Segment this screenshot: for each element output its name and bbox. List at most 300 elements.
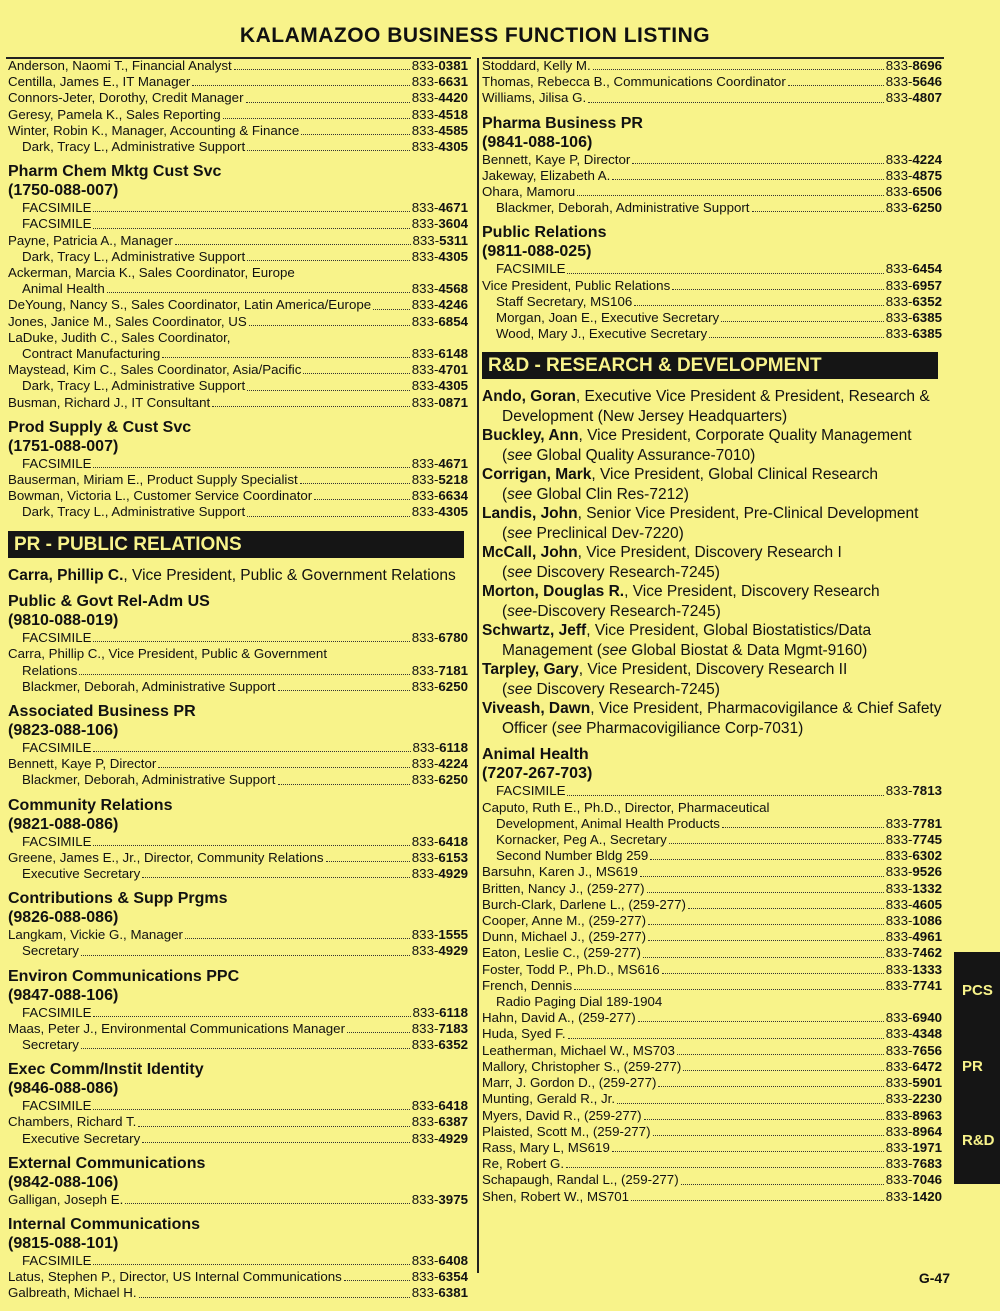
- phone-extension: 4568: [438, 281, 468, 297]
- section-heading: Public Relations: [482, 224, 607, 242]
- phone-extension: 4420: [438, 90, 468, 106]
- phone-prefix: 833-: [411, 504, 439, 520]
- directory-entry: [482, 816, 942, 832]
- directory-entry: [482, 1189, 942, 1205]
- phone-number: [886, 1172, 942, 1188]
- dot-leader: [612, 1151, 884, 1152]
- dot-leader: [672, 289, 884, 290]
- executive-entry: [8, 566, 468, 586]
- phone-extension: 0381: [438, 58, 468, 73]
- directory-entry: [482, 200, 942, 216]
- dot-leader: [344, 1280, 410, 1281]
- phone-prefix: 833-: [885, 848, 913, 864]
- phone-prefix: 833-: [885, 961, 913, 977]
- dot-leader: [138, 1126, 409, 1127]
- dot-leader: [721, 321, 884, 322]
- dot-leader: [158, 767, 409, 768]
- dot-leader: [567, 795, 883, 796]
- executive-entry: [482, 621, 942, 641]
- directory-entry: [482, 310, 942, 326]
- dot-leader: [278, 690, 410, 691]
- phone-extension: 6250: [912, 200, 942, 216]
- phone-prefix: 833-: [885, 277, 913, 293]
- dot-leader: [79, 674, 409, 675]
- dot-leader: [247, 390, 410, 391]
- entry-name: FACSIMILE: [22, 216, 92, 232]
- dot-leader: [142, 877, 410, 878]
- directory-entry: [482, 278, 942, 294]
- phone-prefix: 833-: [885, 74, 913, 90]
- phone-extension: 1333: [912, 961, 942, 977]
- phone-number: [886, 1010, 942, 1026]
- phone-prefix: 833-: [885, 1091, 913, 1107]
- executive-name: Corrigan, Mark: [482, 466, 592, 484]
- phone-extension: 6250: [438, 678, 468, 694]
- dot-leader: [752, 211, 884, 212]
- entry-name: Marr, J. Gordon D., (259-277): [482, 1075, 657, 1091]
- phone-prefix: 833-: [885, 293, 913, 309]
- phone-number: [886, 58, 942, 74]
- phone-number: [886, 261, 942, 277]
- entry-name: Second Number Bldg 259: [496, 848, 649, 864]
- executive-entry: [482, 465, 942, 485]
- phone-extension: 6352: [912, 293, 942, 309]
- dot-leader: [788, 85, 884, 86]
- phone-extension: 6385: [912, 310, 942, 326]
- section-heading: Prod Supply & Cust Svc: [8, 418, 192, 436]
- entry-name: Development, Animal Health Products: [496, 815, 720, 831]
- dot-leader: [709, 337, 884, 338]
- phone-number: [412, 281, 468, 297]
- phone-extension: 7813: [912, 783, 942, 799]
- phone-number: [412, 74, 468, 90]
- phone-prefix: 833-: [885, 1123, 913, 1139]
- phone-prefix: 833-: [885, 1172, 913, 1188]
- entry-name: Anderson, Naomi T., Financial Analyst: [8, 58, 232, 73]
- phone-number: [412, 472, 468, 488]
- entry-name: FACSIMILE: [22, 1004, 92, 1020]
- dot-leader: [246, 102, 410, 103]
- executive-note: (see-Discovery Research-7245): [502, 602, 721, 620]
- entry-name: Huda, Syed F.: [482, 1026, 566, 1042]
- page-title: KALAMAZOO BUSINESS FUNCTION LISTING: [239, 24, 711, 47]
- phone-extension: 9526: [912, 864, 942, 880]
- dot-leader: [648, 924, 884, 925]
- directory-entry: [482, 1091, 942, 1107]
- phone-prefix: 833-: [885, 1188, 913, 1204]
- executive-title: , Vice President, Discovery Research II: [578, 661, 848, 679]
- phone-prefix: 833-: [885, 184, 913, 200]
- phone-prefix: 833-: [411, 849, 439, 865]
- phone-extension: 5218: [438, 472, 468, 488]
- phone-prefix: 833-: [885, 929, 913, 945]
- entry-name: Cooper, Anne M., (259-277): [482, 913, 647, 929]
- dot-leader: [574, 989, 884, 990]
- phone-number: [412, 314, 468, 330]
- phone-extension: 4585: [438, 122, 468, 138]
- phone-extension: 6118: [439, 739, 468, 755]
- phone-extension: 7181: [438, 662, 468, 678]
- dot-leader: [249, 325, 410, 326]
- entry-name: Foster, Todd P., Ph.D., MS616: [482, 961, 660, 977]
- directory-entry: [8, 74, 468, 90]
- left-column: [8, 58, 468, 1302]
- dot-leader: [303, 373, 409, 374]
- phone-prefix: 833-: [411, 1098, 439, 1114]
- directory-entry: [482, 978, 942, 994]
- entry-name: Blackmer, Deborah, Administrative Support: [22, 772, 276, 788]
- directory-entry: [482, 1124, 942, 1140]
- executive-note: (see Discovery Research-7245): [502, 563, 720, 581]
- entry-name: Munting, Gerald R., Jr.: [482, 1091, 616, 1107]
- dot-leader: [162, 357, 410, 358]
- phone-extension: 5901: [912, 1075, 942, 1091]
- phone-number: [886, 816, 942, 832]
- directory-entry: [8, 346, 468, 362]
- entry-name: Bennett, Kaye P, Director: [482, 151, 631, 167]
- phone-prefix: 833-: [411, 943, 439, 959]
- entry-name: Schapaugh, Randal L., (259-277): [482, 1172, 679, 1188]
- executive-entry: [482, 699, 942, 719]
- dot-leader: [212, 406, 410, 407]
- phone-extension: 6940: [912, 1010, 942, 1026]
- phone-extension: 4929: [438, 943, 468, 959]
- phone-prefix: 833-: [411, 455, 439, 471]
- dot-leader: [192, 85, 409, 86]
- dot-leader: [634, 305, 884, 306]
- phone-extension: 6472: [912, 1058, 942, 1074]
- phone-extension: 6454: [912, 261, 942, 277]
- directory-entry: [8, 362, 468, 378]
- phone-prefix: 833-: [885, 1139, 913, 1155]
- dot-leader: [588, 102, 884, 103]
- phone-number: [412, 456, 468, 472]
- directory-entry: [8, 1037, 468, 1053]
- directory-entry: [482, 1172, 942, 1188]
- phone-prefix: 833-: [885, 1107, 913, 1123]
- phone-prefix: 833-: [411, 394, 439, 410]
- dot-leader: [93, 1016, 410, 1017]
- dot-leader: [643, 957, 884, 958]
- directory-entry: [8, 472, 468, 488]
- phone-number: [886, 90, 942, 106]
- phone-number: [412, 346, 468, 362]
- directory-entry: [8, 1253, 468, 1269]
- directory-entry: [8, 1192, 468, 1208]
- entry-name: Bennett, Kaye P, Director: [8, 756, 157, 772]
- directory-entry: [8, 1021, 468, 1037]
- directory-entry: [482, 184, 942, 200]
- executive-note: Development (New Jersey Headquarters): [502, 407, 788, 425]
- phone-extension: 6957: [912, 277, 942, 293]
- phone-extension: 7046: [912, 1172, 942, 1188]
- phone-number: [412, 927, 468, 943]
- tab-pr[interactable]: PR: [962, 1058, 983, 1075]
- directory-entry: [8, 297, 468, 313]
- phone-prefix: 833-: [411, 106, 439, 122]
- directory-entry: [8, 249, 468, 265]
- phone-number: [886, 200, 942, 216]
- phone-number: [886, 913, 942, 929]
- phone-number: [886, 881, 942, 897]
- division-banner: PR - PUBLIC RELATIONS: [8, 531, 464, 558]
- dot-leader: [301, 134, 410, 135]
- directory-entry: [482, 90, 942, 106]
- phone-prefix: 833-: [885, 913, 913, 929]
- phone-number: [412, 866, 468, 882]
- phone-extension: 4671: [438, 455, 468, 471]
- dot-leader: [139, 1297, 410, 1298]
- directory-entry: [482, 945, 942, 961]
- phone-number: [412, 1021, 468, 1037]
- executive-name: Ando, Goran: [482, 388, 576, 406]
- entry-name: FACSIMILE: [22, 200, 92, 216]
- dot-leader: [81, 1048, 410, 1049]
- phone-prefix: 833-: [885, 1058, 913, 1074]
- phone-number: [886, 1043, 942, 1059]
- phone-number: [886, 978, 942, 994]
- phone-number: [412, 297, 468, 313]
- dot-leader: [234, 69, 410, 70]
- executive-name: Buckley, Ann: [482, 427, 579, 445]
- entry-name: Winter, Robin K., Manager, Accounting & Finance: [8, 122, 300, 138]
- entry-name: Greene, James E., Jr., Director, Community Relations: [8, 849, 324, 865]
- dot-leader: [577, 195, 884, 196]
- directory-entry: [482, 1043, 942, 1059]
- dot-leader: [566, 1167, 884, 1168]
- dot-leader: [650, 859, 884, 860]
- entry-text: Ackerman, Marcia K., Sales Coordinator, Europe: [8, 265, 295, 281]
- directory-entry: [8, 1114, 468, 1130]
- entry-name: Mallory, Christopher S., (259-277): [482, 1058, 682, 1074]
- phone-number: [412, 679, 468, 695]
- phone-prefix: 833-: [885, 1010, 913, 1026]
- phone-extension: 4246: [438, 297, 468, 313]
- executive-title: , Vice President, Global Clinical Research: [591, 466, 878, 484]
- phone-extension: 4224: [438, 756, 468, 772]
- phone-extension: 1555: [438, 927, 468, 943]
- directory-entry: [482, 294, 942, 310]
- directory-entry: [8, 107, 468, 123]
- directory-entry: [482, 261, 942, 277]
- dot-leader: [640, 876, 884, 877]
- phone-prefix: 833-: [885, 58, 913, 73]
- dot-leader: [326, 861, 410, 862]
- phone-extension: 6352: [438, 1037, 468, 1053]
- entry-text: Radio Paging Dial 189-1904: [496, 994, 663, 1010]
- dot-leader: [347, 1032, 410, 1033]
- phone-extension: 4305: [438, 378, 468, 394]
- phone-prefix: 833-: [885, 1156, 913, 1172]
- entry-name: Busman, Richard J., IT Consultant: [8, 394, 211, 410]
- phone-prefix: 833-: [411, 1253, 439, 1269]
- phone-extension: 4701: [438, 362, 468, 378]
- dot-leader: [93, 211, 409, 212]
- phone-extension: 2230: [912, 1091, 942, 1107]
- phone-number: [886, 168, 942, 184]
- dot-leader: [93, 845, 409, 846]
- phone-prefix: 833-: [411, 346, 439, 362]
- dot-leader: [593, 69, 884, 70]
- directory-entry: [482, 962, 942, 978]
- phone-number: [412, 756, 468, 772]
- phone-extension: 3604: [438, 216, 468, 232]
- entry-name: Williams, Jilisa G.: [482, 90, 587, 106]
- tab-pcs[interactable]: PCS: [962, 982, 993, 999]
- phone-extension: 1971: [912, 1139, 942, 1155]
- phone-prefix: 833-: [411, 362, 439, 378]
- phone-extension: 4961: [912, 929, 942, 945]
- entry-name: Myers, David R., (259-277): [482, 1107, 642, 1123]
- entry-name: Dark, Tracy L., Administrative Support: [22, 378, 246, 394]
- phone-prefix: 833-: [885, 151, 913, 167]
- dot-leader: [81, 955, 410, 956]
- phone-prefix: 833-: [885, 326, 913, 342]
- department-code: (9826-088-086): [8, 909, 119, 927]
- directory-entry: [482, 848, 942, 864]
- executive-title: , Vice President, Corporate Quality Management: [578, 427, 912, 445]
- section-index-tab[interactable]: [954, 952, 1000, 1184]
- directory-entry: [8, 314, 468, 330]
- phone-number: [886, 152, 942, 168]
- phone-extension: 8963: [912, 1107, 942, 1123]
- phone-number: [886, 848, 942, 864]
- directory-entry: [8, 679, 468, 695]
- dot-leader: [93, 1264, 409, 1265]
- dot-leader: [617, 1103, 884, 1104]
- phone-extension: 6854: [438, 313, 468, 329]
- dot-leader: [644, 1119, 884, 1120]
- dot-leader: [373, 309, 410, 310]
- directory-entry: [482, 864, 942, 880]
- section-heading: Associated Business PR: [8, 702, 196, 720]
- dot-leader: [683, 1070, 883, 1071]
- phone-number: [412, 943, 468, 959]
- executive-entry: [482, 582, 942, 602]
- phone-extension: 5311: [439, 232, 468, 248]
- entry-name: Rass, Mary L, MS619: [482, 1139, 610, 1155]
- directory-entry: [482, 783, 942, 799]
- phone-prefix: 833-: [411, 630, 439, 646]
- directory-entry: [8, 927, 468, 943]
- section-heading: Contributions & Supp Prgms: [8, 890, 228, 908]
- phone-prefix: 833-: [885, 832, 913, 848]
- directory-entry: [8, 1269, 468, 1285]
- directory-entry: [482, 74, 942, 90]
- entry-name: Relations: [22, 662, 78, 678]
- phone-extension: 8964: [912, 1123, 942, 1139]
- directory-entry: [8, 200, 468, 216]
- dot-leader: [125, 1203, 409, 1204]
- tab-rd[interactable]: R&D: [962, 1132, 995, 1149]
- phone-prefix: 833-: [412, 1004, 440, 1020]
- phone-number: [886, 832, 942, 848]
- executive-note: (see Global Quality Assurance-7010): [502, 446, 756, 464]
- phone-number: [886, 783, 942, 799]
- entry-name: Executive Secretary: [22, 1130, 141, 1146]
- entry-name: Dark, Tracy L., Administrative Support: [22, 248, 246, 264]
- directory-entry: [482, 881, 942, 897]
- phone-extension: 1332: [912, 880, 942, 896]
- entry-name: Jakeway, Elizabeth A.: [482, 167, 611, 183]
- phone-number: [412, 1037, 468, 1053]
- entry-name: Jones, Janice M., Sales Coordinator, US: [8, 313, 247, 329]
- executive-title: , Executive Vice President & President, Research &: [575, 388, 930, 406]
- phone-extension: 3975: [438, 1191, 468, 1207]
- phone-prefix: 833-: [885, 896, 913, 912]
- phone-prefix: 833-: [411, 248, 439, 264]
- directory-entry: [482, 1156, 942, 1172]
- phone-extension: 4807: [912, 90, 942, 106]
- entry-name: Kornacker, Peg A., Secretary: [496, 832, 667, 848]
- entry-name: Ohara, Mamoru: [482, 184, 576, 200]
- phone-prefix: 833-: [411, 472, 439, 488]
- phone-number: [412, 395, 468, 411]
- directory-entry: [8, 1005, 468, 1021]
- executive-name: Viveash, Dawn: [482, 700, 591, 718]
- executive-title: , Vice President, Global Biostatistics/Data: [586, 622, 872, 640]
- entry-name: Bauserman, Miriam E., Product Supply Specialist: [8, 472, 298, 488]
- phone-number: [412, 1192, 468, 1208]
- dot-leader: [185, 938, 410, 939]
- dot-leader: [681, 1184, 884, 1185]
- entry-name: French, Dennis: [482, 977, 573, 993]
- executive-name: Morton, Douglas R.: [482, 583, 625, 601]
- entry-name: Blackmer, Deborah, Administrative Support: [496, 200, 750, 216]
- entry-name: Connors-Jeter, Dorothy, Credit Manager: [8, 90, 244, 106]
- directory-entry: [8, 90, 468, 106]
- phone-number: [886, 294, 942, 310]
- directory-entry: [8, 1098, 468, 1114]
- phone-prefix: 833-: [411, 200, 439, 216]
- phone-number: [886, 1059, 942, 1075]
- phone-number: [886, 74, 942, 90]
- directory-entry: [8, 850, 468, 866]
- phone-number: [886, 962, 942, 978]
- entry-text: Carra, Phillip C., Vice President, Public & Government: [8, 646, 328, 662]
- entry-name: Blackmer, Deborah, Administrative Support: [22, 678, 276, 694]
- phone-extension: 5646: [912, 74, 942, 90]
- phone-number: [412, 1114, 468, 1130]
- phone-number: [412, 58, 468, 74]
- phone-number: [412, 107, 468, 123]
- phone-prefix: 833-: [411, 1191, 439, 1207]
- directory-entry: [482, 1075, 942, 1091]
- executive-entry: [482, 543, 942, 563]
- phone-extension: 6354: [438, 1269, 468, 1285]
- department-code: (9841-088-106): [482, 133, 593, 151]
- entry-name: Eaton, Leslie C., (259-277): [482, 945, 641, 961]
- phone-number: [412, 1269, 468, 1285]
- phone-prefix: 833-: [885, 261, 913, 277]
- phone-number: [886, 1156, 942, 1172]
- entry-name: FACSIMILE: [496, 261, 566, 277]
- dot-leader: [677, 1054, 884, 1055]
- section-heading: Community Relations: [8, 796, 173, 814]
- department-code: (9846-088-086): [8, 1080, 119, 1098]
- phone-extension: 1420: [912, 1188, 942, 1204]
- phone-number: [412, 488, 468, 504]
- department-code: (9811-088-025): [482, 243, 592, 261]
- department-code: (1750-088-007): [8, 182, 119, 200]
- dot-leader: [653, 1135, 884, 1136]
- executive-note: (see Discovery Research-7245): [502, 680, 720, 698]
- executive-entry: [482, 504, 942, 524]
- phone-extension: 6387: [438, 1114, 468, 1130]
- entry-name: Re, Robert G.: [482, 1156, 565, 1172]
- dot-leader: [722, 827, 884, 828]
- phone-number: [412, 1098, 468, 1114]
